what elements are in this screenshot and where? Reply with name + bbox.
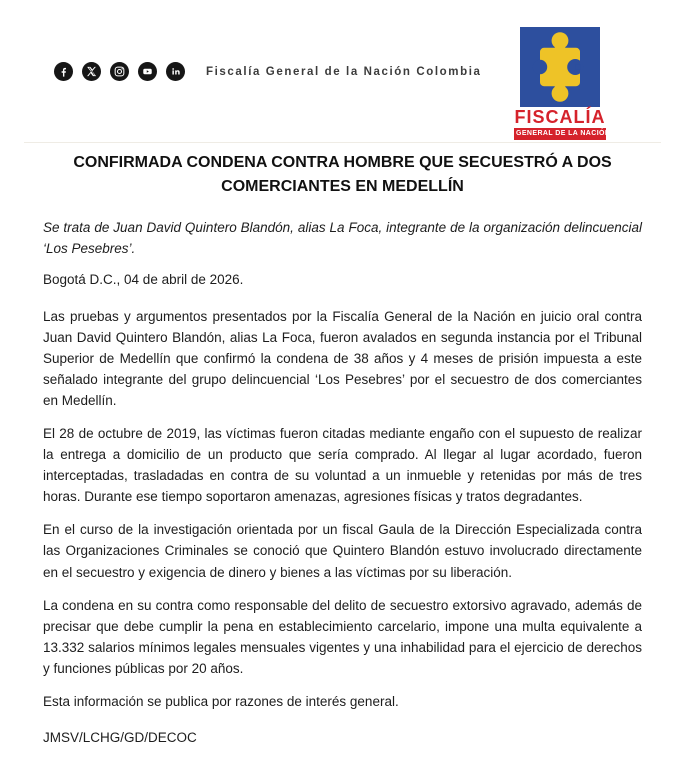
header bbox=[0, 0, 685, 142]
instagram-icon[interactable] bbox=[110, 62, 129, 81]
linkedin-icon[interactable] bbox=[166, 62, 185, 81]
paragraph-1: Las pruebas y argumentos presentados por la Fiscalía General de la Nación en juicio oral contra Juan David Quintero Blandón, alias La Foca, fueron avalados en segunda instancia por el Tribunal Superior de Medellín que confirmó la condena de 38 años y 4 meses de prisión impuesta a este señalado integrante del grupo delincuencial ‘Los Pesebres’ por el secuestro de dos comerciantes en Medellín. bbox=[43, 308, 642, 409]
account-name: Fiscalía General de la Nación Colombia bbox=[206, 65, 482, 78]
logo-banner: GENERAL DE LA NACIÓN bbox=[514, 128, 606, 140]
logo-wordmark: FISCALÍA bbox=[514, 107, 606, 127]
dateline: Bogotá D.C., 04 de abril de 2026. bbox=[43, 271, 244, 287]
youtube-icon[interactable] bbox=[138, 62, 157, 81]
puzzle-piece-icon bbox=[519, 27, 601, 107]
x-twitter-icon[interactable] bbox=[82, 62, 101, 81]
paragraph-4: La condena en su contra como responsable del delito de secuestro extorsivo agravado, además de precisar que debe cumplir la pena en establecimiento carcelario, impone una multa equivalente a 13.332 salarios mínimos legales mensuales vigentes y una inhabilidad para el ejercicio de derechos y funciones públicas por 20 años. bbox=[43, 597, 642, 676]
facebook-icon[interactable] bbox=[54, 62, 73, 81]
fiscalia-logo bbox=[514, 27, 611, 140]
social-links bbox=[54, 62, 482, 81]
paragraph-2: El 28 de octubre de 2019, las víctimas fueron citadas mediante engaño con el supuesto de realizar la entrega a domicilio de un producto que sería comprado. Al llegar al lugar acordado, fueron interceptadas, trasladadas en contra de su voluntad a un inmueble y retenidas por más de tres horas. Durante ese tiempo soportaron amenazas, agresiones físicas y tratos degradantes. bbox=[43, 426, 642, 505]
signature-code: JMSV/LCHG/GD/DECOC bbox=[43, 729, 197, 745]
article-body bbox=[0, 143, 685, 748]
article-title: CONFIRMADA CONDENA CONTRA HOMBRE QUE SECUESTRÓ A DOS COMERCIANTES EN MEDELLÍN bbox=[73, 154, 612, 195]
closing-note: Esta información se publica por razones de interés general. bbox=[43, 693, 399, 709]
article-lead: Se trata de Juan David Quintero Blandón, alias La Foca, integrante de la organización delincuencial ‘Los Pesebres’. bbox=[43, 220, 642, 257]
paragraph-3: En el curso de la investigación orientada por un fiscal Gaula de la Dirección Especializada contra las Organizaciones Criminales se conoció que Quintero Blandón estuvo involucrado directamente en el secuestro y exigencia de dinero y bienes a las víctimas por su liberación. bbox=[43, 522, 642, 580]
